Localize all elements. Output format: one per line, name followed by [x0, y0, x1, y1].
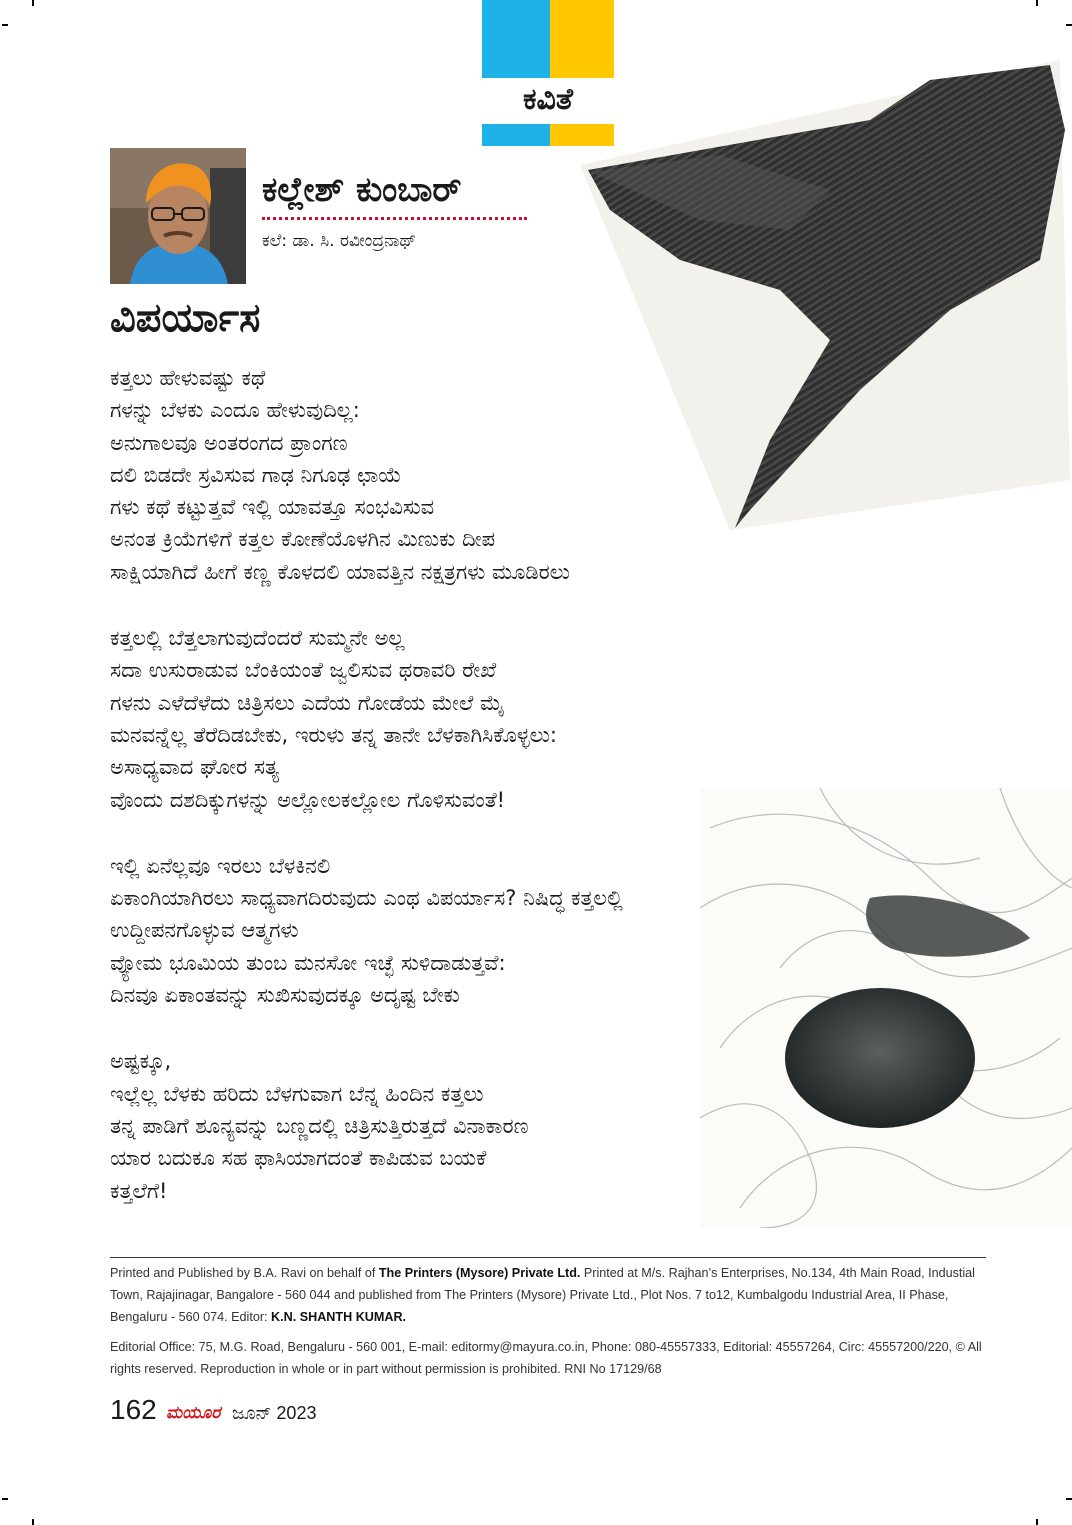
- poem-stanza: [110, 850, 850, 1011]
- imprint-divider: [110, 1257, 986, 1258]
- crop-mark: [1066, 1498, 1072, 1500]
- poem-line: ಮನವನ್ನೆಲ್ಲ ತೆರೆದಿಡಬೇಕು, ಇರುಳು ತನ್ನ ತಾನೇ ಬೆಳಕಾಗಿಸಿಕೊಳ್ಳಲು:: [110, 722, 557, 747]
- section-bar-blue: [482, 124, 550, 146]
- poem-line: ಅಷ್ಟಕ್ಕೂ,: [110, 1049, 172, 1074]
- poem-body: [110, 362, 850, 1241]
- poem-line: ಯಾರ ಬದುಕೂ ಸಹ ಫಾಸಿಯಾಗದಂತೆ ಕಾಪಿಡುವ ಬಯಕೆ: [110, 1146, 487, 1171]
- poem-line: ತನ್ನ ಪಾಡಿಗೆ ಶೂನ್ಯವನ್ನು ಬಣ್ಣದಲ್ಲಿ ಚಿತ್ರಿಸುತ್ತಿರುತ್ತದೆ ವಿನಾಕಾರಣ: [110, 1113, 529, 1138]
- imprint-text: Printed and Published by B.A. Ravi on behalf of: [110, 1266, 379, 1280]
- poem-line: ದಿನವೂ ಏಕಾಂತವನ್ನು ಸುಖಿಸುವುದಕ್ಕೂ ಅದೃಷ್ಟ ಬೇಕು: [110, 983, 460, 1008]
- poem-line: ಸಾಕ್ಷಿಯಾಗಿದೆ ಹೀಗೆ ಕಣ್ಣ ಕೊಳದಲಿ ಯಾವತ್ತಿನ ನಕ್ಷತ್ರಗಳು ಮೂಡಿರಲು: [110, 559, 570, 584]
- crop-mark: [1036, 0, 1038, 6]
- art-credit: ಕಲೆ: ಡಾ. ಸಿ. ರವೀಂದ್ರನಾಥ್: [262, 231, 417, 251]
- poem-line: ವ್ಯೋಮ ಭೂಮಿಯ ತುಂಬ ಮನಸೋ ಇಚ್ಛೆ ಸುಳಿದಾಡುತ್ತವೆ:: [110, 950, 506, 975]
- poem-line: ಸದಾ ಉಸುರಾಡುವ ಬೆಂಕಿಯಂತೆ ಜ್ವಲಿಸುವ ಥರಾವರಿ ರೇಖೆ: [110, 658, 497, 683]
- poem-line: ಕತ್ತಲೆಗೆ!: [110, 1178, 168, 1203]
- poem-line: ಅಸಾಧ್ಯವಾದ ಘೋರ ಸತ್ಯ: [110, 755, 280, 780]
- poem-stanza: [110, 622, 850, 816]
- poem-line: ಉದ್ದೀಪನಗೊಳ್ಳುವ ಆತ್ಮಗಳು: [110, 918, 299, 943]
- crop-mark: [32, 1519, 34, 1525]
- poem-title: ವಿಪರ್ಯಾಸ: [110, 295, 261, 341]
- crop-mark: [2, 1498, 8, 1500]
- editor-name: K.N. SHANTH KUMAR.: [271, 1310, 407, 1324]
- poem-line: ಇಲ್ಲೆಲ್ಲ ಬೆಳಕು ಹರಿದು ಬೆಳಗುವಾಗ ಬೆನ್ನ ಹಿಂದಿನ ಕತ್ತಲು: [110, 1081, 484, 1106]
- author-divider: [262, 217, 527, 220]
- poem-line: ಗಳನು ಎಳೆದೆಳೆದು ಚಿತ್ರಿಸಲು ಎದೆಯ ಗೋಡೆಯ ಮೇಲೆ ಮೈ: [110, 690, 505, 715]
- imprint-office-text: Editorial Office: 75, M.G. Road, Bengaluru - 560 001, E-mail: editormy@mayura.co.in, Phone: 080-45557333, Editorial: 45557264, Circ: 45557200/220, © All rights reserved. Reproduction in whole or in part without permission is prohibited. RNI No 17129/68: [110, 1340, 982, 1376]
- section-label: ಕವಿತೆ: [523, 82, 573, 117]
- page-number: 162: [110, 1394, 157, 1425]
- poem-line: ಇಲ್ಲಿ ಏನೆಲ್ಲವೂ ಇರಲು ಬೆಳಕಿನಲಿ: [110, 853, 331, 878]
- imprint-text: Printed at M/s. Rajhan’s Enterprises, No.134, 4th Main Road, Industial Town, Rajajinagar, Bangalore - 560 044 and published from The Printers (Mysore) Private Ltd., Plot Nos. 7 to12, Kumbalgodu Industrial Area, II Phase, Bengaluru - 560 074. Editor:: [110, 1266, 975, 1324]
- poem-line: ಕತ್ತಲಲ್ಲಿ ಬೆತ್ತಲಾಗುವುದೆಂದರೆ ಸುಮ್ಮನೇ ಅಲ್ಲ: [110, 626, 405, 651]
- poem-line: ಗಳು ಕಥೆ ಕಟ್ಟುತ್ತವೆ ಇಲ್ಲಿ ಯಾವತ್ತೂ ಸಂಭವಿಸುವ: [110, 495, 435, 520]
- publisher-name: The Printers (Mysore) Private Ltd.: [378, 1266, 581, 1280]
- magazine-logo: ಮಯೂರ: [166, 1403, 221, 1423]
- poem-line: ಗಳನ್ನು ಬೆಳಕು ಎಂದೂ ಹೇಳುವುದಿಲ್ಲ:: [110, 398, 360, 423]
- author-photo: [110, 148, 246, 284]
- crop-mark: [32, 0, 34, 6]
- author-name: ಕಲ್ಲೇಶ್ ಕುಂಬಾರ್: [262, 170, 462, 210]
- crop-mark: [1036, 1519, 1038, 1525]
- crop-mark: [2, 24, 8, 26]
- poem-line: ಅನುಗಾಲವೂ ಅಂತರಂಗದ ಪ್ರಾಂಗಣ: [110, 430, 348, 455]
- poem-line: ಅನಂತ ಕ್ರಿಯೆಗಳಿಗೆ ಕತ್ತಲ ಕೋಣೆಯೊಳಗಿನ ಮಿಣುಕು ದೀಪ: [110, 527, 496, 552]
- imprint-block: [110, 1262, 990, 1380]
- poem-line: ವೊಂದು ದಶದಿಕ್ಕುಗಳನ್ನು ಅಲ್ಲೋಲಕಲ್ಲೋಲ ಗೊಳಿಸುವಂತೆ!: [110, 787, 506, 812]
- poem-line: ಕತ್ತಲು ಹೇಳುವಷ್ಟು ಕಥೆ: [110, 366, 266, 390]
- imprint-publisher-text: [110, 1262, 990, 1328]
- poem-stanza: [110, 1045, 850, 1206]
- poem-stanza: [110, 362, 850, 588]
- crop-mark: [1066, 24, 1072, 26]
- poem-line: ದಲಿ ಬಿಡದೇ ಸ್ರವಿಸುವ ಗಾಢ ನಿಗೂಢ ಛಾಯೆ: [110, 462, 402, 487]
- section-color-block-blue: [482, 0, 550, 78]
- poem-line: ಏಕಾಂಗಿಯಾಗಿರಲು ಸಾಧ್ಯವಾಗದಿರುವುದು ಎಂಥ ವಿಪರ್ಯಾಸ? ನಿಷಿದ್ಧ ಕತ್ತಲಲ್ಲಿ: [110, 886, 623, 911]
- issue-date: ಜೂನ್ 2023: [232, 1403, 317, 1423]
